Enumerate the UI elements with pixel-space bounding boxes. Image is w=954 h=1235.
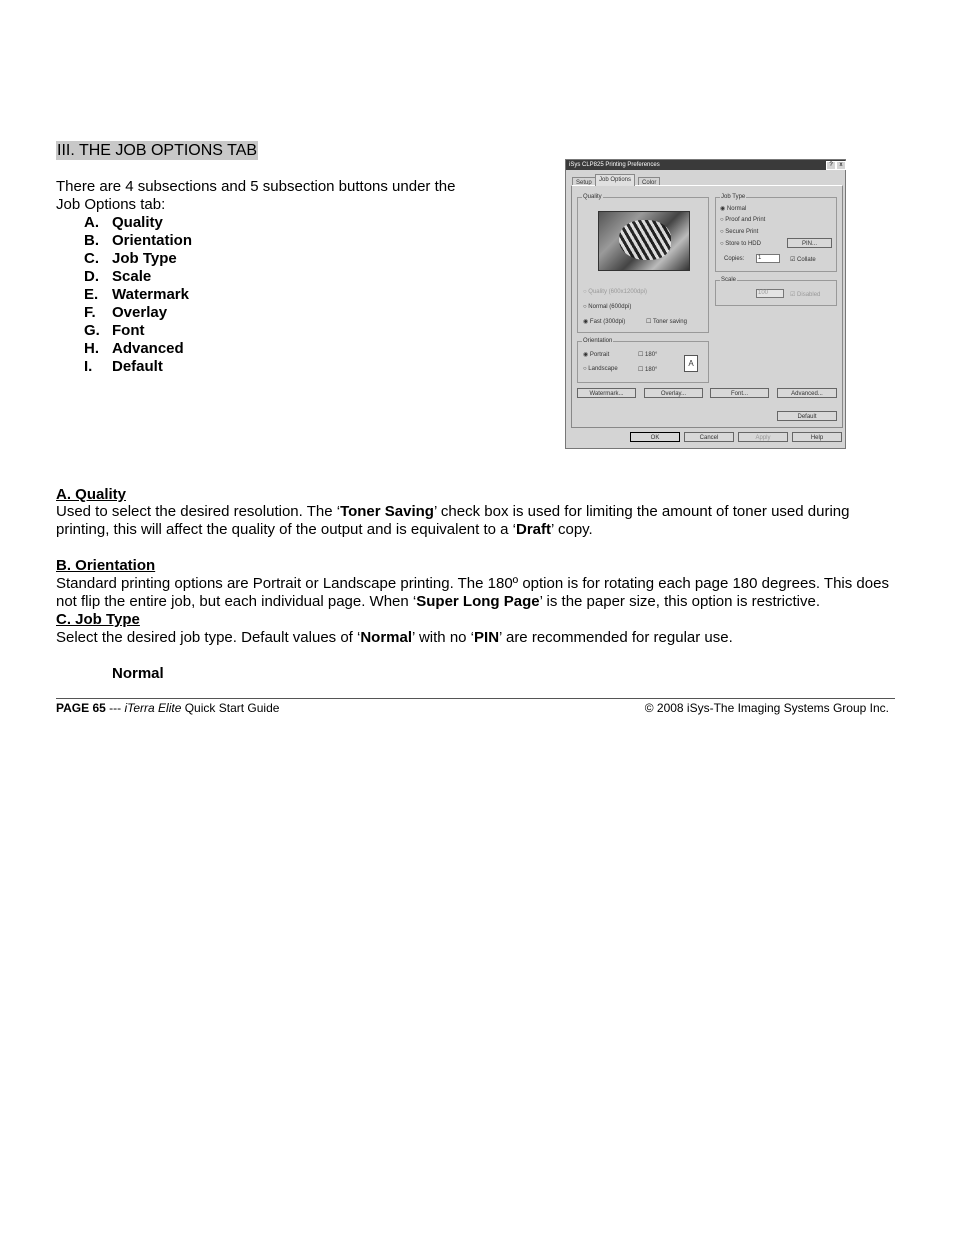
close-icon[interactable]: x	[836, 161, 846, 170]
scale-disabled-label: Disabled	[797, 292, 821, 298]
quality-group-label: Quality	[583, 194, 602, 200]
radio-quality-label: Quality (600x1200dpi)	[588, 289, 647, 295]
font-button[interactable]: Font...	[710, 388, 769, 398]
list-item	[84, 304, 192, 322]
radio-normal-label: Normal (600dpi)	[588, 304, 632, 310]
text-run: Standard printing options are Portrait or Landscape printing. The 180º option is for rotating each page 180 degrees. This does not flip the entire job, but each individual page. When ‘	[56, 575, 889, 610]
radio-secure-label: Secure Print	[725, 229, 759, 235]
list-letter: G.	[84, 322, 100, 339]
list-item	[84, 250, 192, 268]
ok-button[interactable]: OK	[630, 432, 680, 442]
printing-preferences-dialog	[565, 159, 846, 449]
footer-left	[56, 701, 279, 715]
quality-section-title: A. Quality	[56, 486, 127, 503]
list-item	[84, 286, 192, 304]
radio-secure-print[interactable]: ○ Secure Print	[720, 229, 759, 235]
list-letter: H.	[84, 340, 99, 357]
text-run: ’ check box is used for limiting the amount of toner used during printing, this will affect the quality of the output and is equivalent to a ‘	[56, 503, 850, 538]
list-label: Scale	[112, 268, 152, 285]
page-number: PAGE 65	[56, 701, 106, 715]
page-orientation-icon: A	[684, 355, 698, 372]
tab-setup[interactable]: Setup	[572, 177, 596, 186]
copies-stepper[interactable]: 1	[756, 254, 780, 263]
text-run-bold: PIN	[474, 629, 500, 646]
radio-job-normal-label: Normal	[726, 206, 747, 212]
list-label: Default	[112, 358, 163, 375]
text-run-bold: Normal	[360, 629, 413, 646]
scale-group-label: Scale	[721, 277, 737, 283]
radio-landscape-label: Landscape	[588, 366, 618, 372]
rotate-180-portrait-checkbox[interactable]: ☐ 180°	[638, 352, 658, 358]
radio-store-hdd[interactable]: ○ Store to HDD	[720, 241, 761, 247]
radio-portrait[interactable]: ◉ Portrait	[583, 352, 610, 358]
copyright: © 2008 iSys-The Imaging Systems Group Inc.	[644, 701, 889, 715]
rotate-label: 180°	[645, 352, 658, 358]
overlay-button[interactable]: Overlay...	[644, 388, 703, 398]
radio-proof-label: Proof and Print	[725, 217, 766, 223]
orientation-section-title: B. Orientation	[56, 557, 156, 574]
dialog-titlebar: iSys CLP825 Printing Preferences	[566, 160, 845, 170]
footer-divider	[56, 698, 895, 699]
job-type-group-label: Job Type	[721, 194, 746, 200]
text-run: Select the desired job type. Default values of ‘	[56, 629, 361, 646]
text-run: Used to select the desired resolution. The ‘	[56, 503, 341, 520]
subsection-list	[84, 214, 192, 376]
text-run-bold: Toner Saving	[340, 503, 434, 520]
list-letter: I.	[84, 358, 93, 375]
text-run: ’ are recommended for regular use.	[499, 629, 733, 646]
quality-preview-image	[598, 211, 690, 271]
apply-button[interactable]: Apply	[738, 432, 788, 442]
text-run-bold: Draft	[516, 521, 552, 538]
radio-store-label: Store to HDD	[725, 241, 761, 247]
list-letter: D.	[84, 268, 99, 285]
list-label: Font	[112, 322, 145, 339]
radio-landscape[interactable]: ○ Landscape	[583, 366, 618, 372]
collate-checkbox[interactable]: ☑ Collate	[790, 257, 816, 263]
radio-fast-label: Fast (300dpi)	[589, 319, 626, 325]
list-label: Job Type	[112, 250, 177, 267]
rotate-180-landscape-checkbox[interactable]: ☐ 180°	[638, 367, 658, 373]
list-letter: C.	[84, 250, 99, 267]
text-run: ’ with no ‘	[412, 629, 475, 646]
toner-saving-checkbox[interactable]: ☐ Toner saving	[646, 319, 687, 325]
radio-fast[interactable]: ◉ Fast (300dpi)	[583, 319, 626, 325]
section-heading: III. THE JOB OPTIONS TAB	[57, 142, 258, 159]
scale-input[interactable]: 100	[756, 289, 784, 298]
watermark-button[interactable]: Watermark...	[577, 388, 636, 398]
tab-job-options[interactable]: Job Options	[595, 174, 635, 186]
butterfly-icon	[619, 220, 671, 260]
list-item	[84, 214, 192, 232]
help-button[interactable]: Help	[792, 432, 842, 442]
list-letter: F.	[84, 304, 96, 321]
radio-quality[interactable]: ○ Quality (600x1200dpi)	[583, 289, 647, 295]
rotate-label: 180°	[645, 367, 658, 373]
footer-sep: ---	[105, 701, 125, 715]
normal-subheading: Normal	[112, 665, 164, 682]
radio-normal[interactable]: ○ Normal (600dpi)	[583, 304, 632, 310]
toner-saving-label: Toner saving	[652, 319, 687, 325]
list-item	[84, 322, 192, 340]
job-type-paragraph	[56, 629, 901, 647]
default-button[interactable]: Default	[777, 411, 837, 421]
list-label: Overlay	[112, 304, 168, 321]
tab-color[interactable]: Color	[638, 177, 660, 186]
quality-paragraph	[56, 503, 901, 539]
list-label: Watermark	[112, 286, 189, 303]
scale-disabled-checkbox[interactable]: ☑ Disabled	[790, 292, 821, 298]
product-name: iTerra Elite	[124, 701, 182, 715]
radio-proof-print[interactable]: ○ Proof and Print	[720, 217, 766, 223]
text-run: ’ is the paper size, this option is restrictive.	[539, 593, 820, 610]
list-item	[84, 340, 192, 358]
list-letter: A.	[84, 214, 99, 231]
list-letter: B.	[84, 232, 99, 249]
radio-job-normal[interactable]: ◉ Normal	[720, 206, 747, 212]
list-label: Quality	[112, 214, 163, 231]
list-item	[84, 358, 192, 376]
text-run-bold: Super Long Page	[416, 593, 540, 610]
collate-label: Collate	[797, 257, 816, 263]
orientation-paragraph	[56, 575, 901, 611]
orientation-group-label: Orientation	[583, 338, 613, 344]
intro-text: There are 4 subsections and 5 subsection buttons under the Job Options tab:	[56, 178, 456, 213]
help-title-button[interactable]: ?	[826, 161, 836, 170]
guide-name: Quick Start Guide	[181, 701, 280, 715]
text-run: ’ copy.	[551, 521, 593, 538]
list-item	[84, 268, 192, 286]
list-label: Advanced	[112, 340, 184, 357]
cancel-button[interactable]: Cancel	[684, 432, 734, 442]
job-type-section-title: C. Job Type	[56, 611, 140, 628]
pin-button[interactable]: PIN...	[787, 238, 832, 248]
list-item	[84, 232, 192, 250]
list-letter: E.	[84, 286, 99, 303]
list-label: Orientation	[112, 232, 193, 249]
copies-label: Copies:	[724, 256, 745, 262]
radio-portrait-label: Portrait	[589, 352, 610, 358]
advanced-button[interactable]: Advanced...	[777, 388, 837, 398]
